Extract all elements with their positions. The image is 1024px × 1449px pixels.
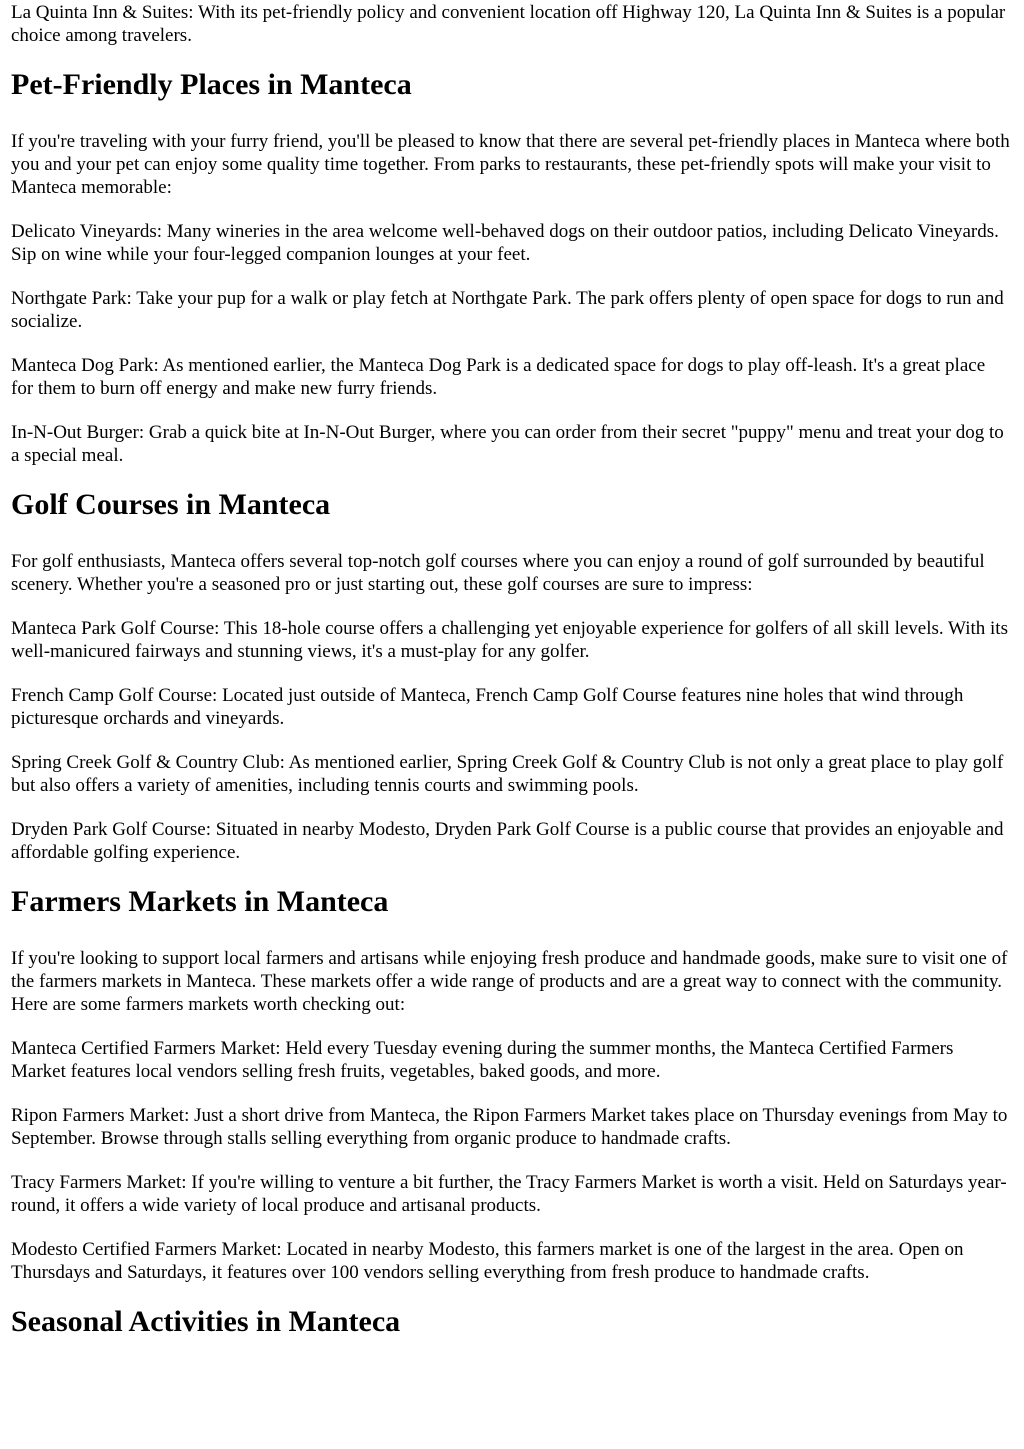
paragraph: French Camp Golf Course: Located just outside of Manteca, French Camp Golf Course features nine holes that wind through picturesque orchards and vineyards.	[11, 685, 964, 729]
section-heading-seasonal-activities: Seasonal Activities in Manteca	[11, 1305, 401, 1338]
section-heading-golf-courses: Golf Courses in Manteca	[11, 488, 331, 521]
paragraph: If you're looking to support local farmers and artisans while enjoying fresh produce and handmade goods, make sure to visit one of the farmers markets in Manteca. These markets offer a wide range of products and are a great way to connect with the community. Here are some farmers markets worth checking out:	[11, 948, 1008, 1015]
article	[0, 1, 1024, 1339]
paragraph: Delicato Vineyards: Many wineries in the area welcome well-behaved dogs on their outdoor patios, including Delicato Vineyards. Sip on wine while your four-legged companion lounges at your feet.	[11, 221, 999, 265]
paragraph: In-N-Out Burger: Grab a quick bite at In-N-Out Burger, where you can order from their secret "puppy" menu and treat your dog to a special meal.	[11, 422, 1004, 466]
intro-paragraph: La Quinta Inn & Suites: With its pet-friendly policy and convenient location off Highway 120, La Quinta Inn & Suites is a popular choice among travelers.	[11, 2, 1006, 46]
paragraph: Dryden Park Golf Course: Situated in nearby Modesto, Dryden Park Golf Course is a public course that provides an enjoyable and affordable golfing experience.	[11, 819, 1004, 863]
paragraph: Tracy Farmers Market: If you're willing to venture a bit further, the Tracy Farmers Market is worth a visit. Held on Saturdays year-round, it offers a wide variety of local produce and artisanal products.	[11, 1172, 1007, 1216]
paragraph: Manteca Park Golf Course: This 18-hole course offers a challenging yet enjoyable experience for golfers of all skill levels. With its well-manicured fairways and stunning views, it's a must-play for any golfer.	[11, 618, 1008, 662]
paragraph: Modesto Certified Farmers Market: Located in nearby Modesto, this farmers market is one of the largest in the area. Open on Thursdays and Saturdays, it features over 100 vendors selling everything from fresh produce to handmade crafts.	[11, 1239, 964, 1283]
section-heading-pet-friendly: Pet-Friendly Places in Manteca	[11, 68, 412, 101]
paragraph: If you're traveling with your furry friend, you'll be pleased to know that there are several pet-friendly places in Manteca where both you and your pet can enjoy some quality time together. From parks to restaurants, these pet-friendly spots will make your visit to Manteca memorable:	[11, 131, 1010, 198]
paragraph: Ripon Farmers Market: Just a short drive from Manteca, the Ripon Farmers Market takes place on Thursday evenings from May to September. Browse through stalls selling everything from organic produce to handmade crafts.	[11, 1105, 1008, 1149]
paragraph: Manteca Dog Park: As mentioned earlier, the Manteca Dog Park is a dedicated space for dogs to play off-leash. It's a great place for them to burn off energy and make new furry friends.	[11, 355, 986, 399]
section-heading-farmers-markets: Farmers Markets in Manteca	[11, 885, 389, 918]
paragraph: For golf enthusiasts, Manteca offers several top-notch golf courses where you can enjoy a round of golf surrounded by beautiful scenery. Whether you're a seasoned pro or just starting out, these golf courses are sure to impress:	[11, 551, 985, 595]
paragraph: Northgate Park: Take your pup for a walk or play fetch at Northgate Park. The park offers plenty of open space for dogs to run and socialize.	[11, 288, 1004, 332]
paragraph: Spring Creek Golf & Country Club: As mentioned earlier, Spring Creek Golf & Country Club is not only a great place to play golf but also offers a variety of amenities, including tennis courts and swimming pools.	[11, 752, 1004, 796]
paragraph: Manteca Certified Farmers Market: Held every Tuesday evening during the summer months, the Manteca Certified Farmers Market features local vendors selling fresh fruits, vegetables, baked goods, and more.	[11, 1038, 954, 1082]
